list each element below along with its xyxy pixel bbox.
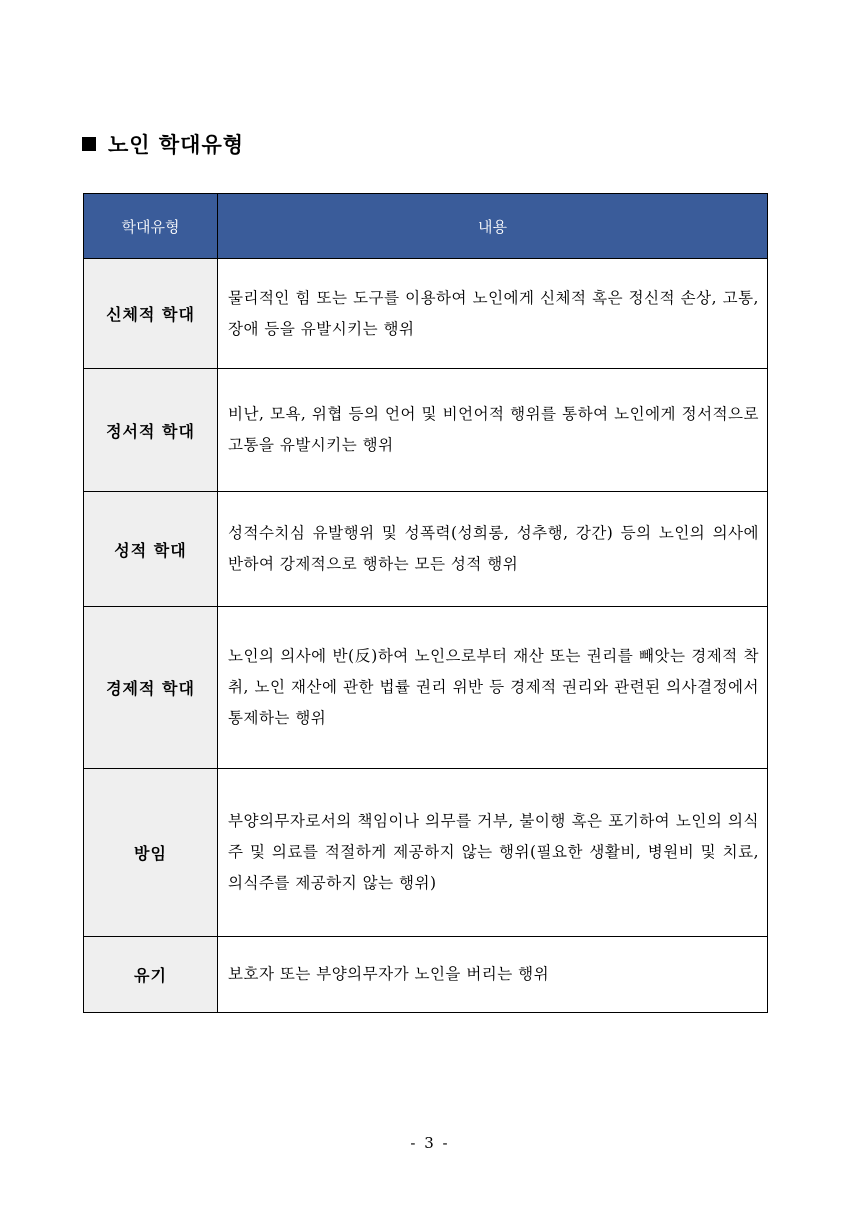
abuse-description-cell: 보호자 또는 부양의무자가 노인을 버리는 행위 [218,937,768,1013]
table-row [84,369,768,492]
table-row [84,259,768,369]
abuse-description-cell: 성적수치심 유발행위 및 성폭력(성희롱, 성추행, 강간) 등의 노인의 의사에 반하여 강제적으로 행하는 모든 성적 행위 [218,492,768,607]
abuse-types-table [83,193,768,1013]
abuse-type-cell: 경제적 학대 [84,607,218,769]
abuse-type-cell: 방임 [84,769,218,937]
table-row [84,769,768,937]
abuse-description-cell: 물리적인 힘 또는 도구를 이용하여 노인에게 신체적 혹은 정신적 손상, 고통, 장애 등을 유발시키는 행위 [218,259,768,369]
header-type: 학대유형 [84,194,218,259]
table-row [84,492,768,607]
abuse-description-cell: 부양의무자로서의 책임이나 의무를 거부, 불이행 혹은 포기하여 노인의 의식주 및 의료를 적절하게 제공하지 않는 행위(필요한 생활비, 병원비 및 치료, 의식주를 제공하지 않는 행위) [218,769,768,937]
section-title-text: 노인 학대유형 [108,132,245,157]
table-row [84,607,768,769]
black-square-bullet-icon [82,137,96,151]
table-row [84,937,768,1013]
abuse-type-cell: 정서적 학대 [84,369,218,492]
abuse-type-cell: 신체적 학대 [84,259,218,369]
abuse-type-cell: 성적 학대 [84,492,218,607]
header-content: 내용 [218,194,768,259]
abuse-description-cell: 노인의 의사에 반(反)하여 노인으로부터 재산 또는 권리를 빼앗는 경제적 착취, 노인 재산에 관한 법률 권리 위반 등 경제적 권리와 관련된 의사결정에서 통제하는 행위 [218,607,768,769]
section-title [82,128,244,160]
abuse-description-cell: 비난, 모욕, 위협 등의 언어 및 비언어적 행위를 통하여 노인에게 정서적으로 고통을 유발시키는 행위 [218,369,768,492]
abuse-type-cell: 유기 [84,937,218,1013]
page-number: - 3 - [410,1134,450,1152]
table-header-row [84,194,768,259]
